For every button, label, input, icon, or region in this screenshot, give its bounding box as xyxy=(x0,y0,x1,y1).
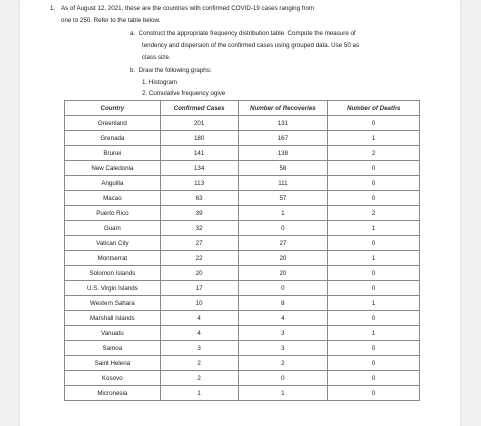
cell-country: Micronesia xyxy=(65,386,161,401)
subquestion-a-line-3: class size. xyxy=(142,54,171,61)
cell-country: Grenada xyxy=(65,131,161,146)
cell-deaths: 0 xyxy=(328,311,420,326)
table-row xyxy=(65,221,420,236)
cell-country: Saint Helena xyxy=(65,356,161,371)
cell-confirmed: 141 xyxy=(160,146,238,161)
cell-recoveries: 27 xyxy=(238,236,328,251)
cell-recoveries: 57 xyxy=(238,191,328,206)
table-row xyxy=(65,116,420,131)
cell-confirmed: 2 xyxy=(160,356,238,371)
cell-deaths: 0 xyxy=(328,116,420,131)
subquestion-a-label: a. xyxy=(130,30,136,37)
cell-country: Brunei xyxy=(65,146,161,161)
cell-country: Montserrat xyxy=(65,251,161,266)
cell-deaths: 0 xyxy=(328,236,420,251)
cell-confirmed: 4 xyxy=(160,326,238,341)
header-recoveries: Number of Recoveries xyxy=(238,101,328,116)
cell-country: U.S. Virgin Islands xyxy=(65,281,161,296)
cell-confirmed: 1 xyxy=(160,386,238,401)
cell-deaths: 0 xyxy=(328,281,420,296)
subquestion-a-line-1: Construct the appropriate frequency distribution table. Compute the measure of xyxy=(138,30,356,37)
subquestion-b-line: Draw the following graphs: xyxy=(138,67,212,74)
subquestion-b-label: b. xyxy=(130,67,136,74)
cell-country: Guam xyxy=(65,221,161,236)
cell-recoveries: 20 xyxy=(238,251,328,266)
table-row xyxy=(65,266,420,281)
cell-confirmed: 32 xyxy=(160,221,238,236)
cell-deaths: 0 xyxy=(328,176,420,191)
cell-country: Vatican City xyxy=(65,236,161,251)
question-number: 1. xyxy=(50,5,56,12)
cell-confirmed: 2 xyxy=(160,371,238,386)
table-row xyxy=(65,161,420,176)
cell-deaths: 2 xyxy=(328,146,420,161)
cell-recoveries: 8 xyxy=(238,296,328,311)
table-row xyxy=(65,341,420,356)
cell-confirmed: 4 xyxy=(160,311,238,326)
cell-confirmed: 27 xyxy=(160,236,238,251)
cell-recoveries: 3 xyxy=(238,326,328,341)
cell-recoveries: 2 xyxy=(238,356,328,371)
cell-country: Greenland xyxy=(65,116,161,131)
table-row xyxy=(65,296,420,311)
subquestion-b xyxy=(130,67,212,74)
table-row xyxy=(65,311,420,326)
cell-recoveries: 20 xyxy=(238,266,328,281)
cell-recoveries: 0 xyxy=(238,371,328,386)
cell-recoveries: 1 xyxy=(238,206,328,221)
table-row xyxy=(65,236,420,251)
cell-deaths: 0 xyxy=(328,161,420,176)
cell-deaths: 0 xyxy=(328,386,420,401)
cell-recoveries: 0 xyxy=(238,281,328,296)
cell-recoveries: 58 xyxy=(238,161,328,176)
table-header-row xyxy=(65,101,420,116)
cell-confirmed: 63 xyxy=(160,191,238,206)
table-row xyxy=(65,191,420,206)
table-row xyxy=(65,131,420,146)
cell-deaths: 0 xyxy=(328,266,420,281)
table-row xyxy=(65,251,420,266)
cell-deaths: 2 xyxy=(328,206,420,221)
table-row xyxy=(65,281,420,296)
cell-recoveries: 0 xyxy=(238,221,328,236)
cell-country: Vanuatu xyxy=(65,326,161,341)
cell-deaths: 0 xyxy=(328,191,420,206)
cell-country: Kosovo xyxy=(65,371,161,386)
question-line-2: one to 250. Refer to the table below. xyxy=(61,17,161,24)
header-confirmed-cases: Confirmed Cases xyxy=(160,101,238,116)
table-row xyxy=(65,146,420,161)
cell-deaths: 1 xyxy=(328,251,420,266)
cell-confirmed: 39 xyxy=(160,206,238,221)
cell-country: Solomon Islands xyxy=(65,266,161,281)
cell-confirmed: 20 xyxy=(160,266,238,281)
cell-deaths: 1 xyxy=(328,131,420,146)
subquestion-a-line-2: tendency and dispersion of the confirmed cases using grouped data. Use 50 as xyxy=(142,42,360,49)
table-row xyxy=(65,326,420,341)
cell-recoveries: 3 xyxy=(238,341,328,356)
cell-confirmed: 134 xyxy=(160,161,238,176)
subquestion-a xyxy=(130,30,356,37)
cell-country: Western Sahara xyxy=(65,296,161,311)
cell-deaths: 1 xyxy=(328,326,420,341)
cell-recoveries: 111 xyxy=(238,176,328,191)
header-country: Country xyxy=(65,101,161,116)
graph-item-histogram: 1. Histogram xyxy=(142,79,178,86)
cell-confirmed: 17 xyxy=(160,281,238,296)
cell-confirmed: 10 xyxy=(160,296,238,311)
cell-country: Puerto Rico xyxy=(65,206,161,221)
cell-recoveries: 1 xyxy=(238,386,328,401)
cell-confirmed: 113 xyxy=(160,176,238,191)
cell-confirmed: 22 xyxy=(160,251,238,266)
cell-confirmed: 3 xyxy=(160,341,238,356)
cell-country: New Caledonia xyxy=(65,161,161,176)
cell-deaths: 1 xyxy=(328,221,420,236)
cell-country: Marshall Islands xyxy=(65,311,161,326)
table-row xyxy=(65,206,420,221)
table-row xyxy=(65,356,420,371)
table-row xyxy=(65,386,420,401)
cell-confirmed: 201 xyxy=(160,116,238,131)
header-deaths: Number of Deaths xyxy=(328,101,420,116)
table-row xyxy=(65,371,420,386)
cell-recoveries: 138 xyxy=(238,146,328,161)
cell-country: Samoa xyxy=(65,341,161,356)
cell-recoveries: 131 xyxy=(238,116,328,131)
cell-deaths: 0 xyxy=(328,341,420,356)
cell-country: Anguilla xyxy=(65,176,161,191)
cell-country: Macao xyxy=(65,191,161,206)
cell-deaths: 0 xyxy=(328,371,420,386)
cell-confirmed: 180 xyxy=(160,131,238,146)
cell-recoveries: 4 xyxy=(238,311,328,326)
cell-deaths: 1 xyxy=(328,296,420,311)
graph-item-ogive: 2. Cumulative frequency ogive xyxy=(142,90,226,97)
covid-cases-table xyxy=(64,100,420,401)
cell-recoveries: 167 xyxy=(238,131,328,146)
cell-deaths: 0 xyxy=(328,356,420,371)
table-row xyxy=(65,176,420,191)
question-line-1: As of August 12, 2021, these are the countries with confirmed COVID-19 cases ranging from xyxy=(61,5,315,12)
